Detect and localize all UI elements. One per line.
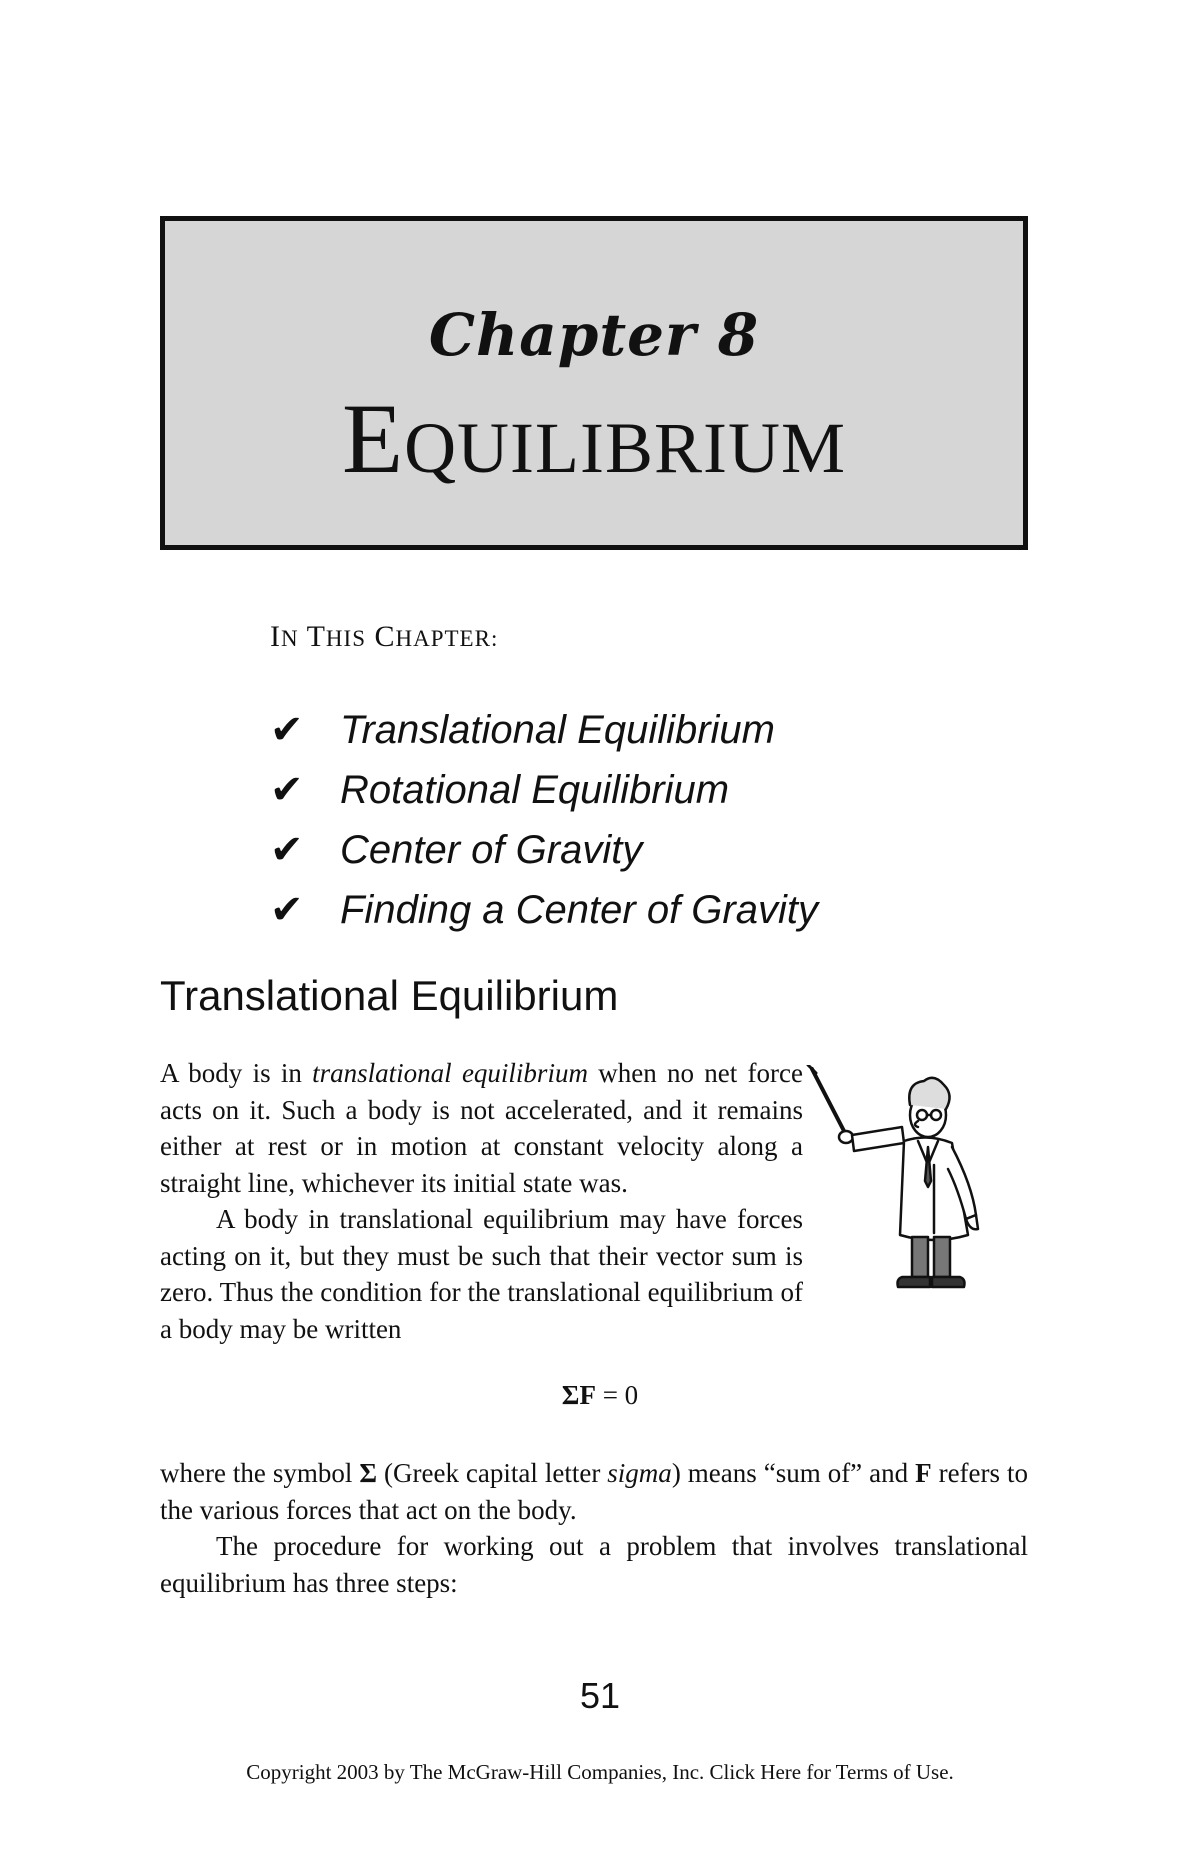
chapter-title: [165, 381, 1023, 496]
checkmark-icon: ✔: [270, 707, 304, 753]
topic-item: [270, 820, 818, 880]
equation: [0, 1380, 1200, 1411]
para3-emphasis: sigma: [607, 1458, 672, 1488]
paragraph-4: The procedure for working out a problem that involves translational equilibrium has three steps:: [160, 1531, 1028, 1598]
equation-lhs: ΣF: [561, 1380, 596, 1410]
chapter-topic-list: [270, 700, 818, 940]
copyright-footer[interactable]: Copyright 2003 by The McGraw-Hill Companies, Inc. Click Here for Terms of Use.: [246, 1760, 954, 1784]
in-this-chapter-heading: [270, 620, 498, 654]
para3-force-symbol: F: [915, 1458, 932, 1488]
topic-item: [270, 880, 818, 940]
para3-text-a: where the symbol: [160, 1458, 360, 1488]
chapter-header-box: [160, 216, 1028, 550]
in-chapter-initial-i: I: [270, 620, 281, 653]
checkmark-icon: ✔: [270, 887, 304, 933]
checkmark-icon: ✔: [270, 767, 304, 813]
topic-text: Translational Equilibrium: [340, 707, 775, 752]
topic-text: Finding a Center of Gravity: [340, 887, 818, 932]
para3-text-b: (Greek capital letter: [377, 1458, 608, 1488]
topic-item: [270, 760, 818, 820]
in-chapter-initial-t: T: [306, 620, 326, 653]
para3-text-c: ) means “sum of” and: [671, 1458, 916, 1488]
in-chapter-rest-this: HIS: [325, 626, 366, 651]
topic-text: Center of Gravity: [340, 827, 643, 872]
paragraph-3: [160, 1455, 1028, 1528]
checkmark-icon: ✔: [270, 827, 304, 873]
equation-rhs: = 0: [595, 1380, 639, 1410]
in-chapter-rest-chapter: HAPTER:: [395, 626, 499, 651]
scientist-pointer-illustration: [806, 1065, 1006, 1305]
chapter-title-rest: QUILIBRIUM: [404, 408, 847, 488]
paragraph-1: [160, 1055, 803, 1201]
in-chapter-initial-c: C: [374, 620, 396, 653]
chapter-title-initial: E: [341, 383, 405, 494]
topic-text: Rotational Equilibrium: [340, 767, 730, 812]
para3-text-d: refers to the various forces that act on the body.: [160, 1458, 1029, 1525]
paragraph-2: A body in translational equilibrium may have forces acting on it, but they must be such that their vector sum is zero. Thus the condition for the translational equilibrium of a body may be written: [160, 1204, 803, 1344]
para1-text-b: when no net force acts on it. Such a body is not accelerated, and it remains either at rest or in motion at constant velocity along a straight line, whichever its initial state was.: [160, 1058, 803, 1198]
topic-item: [270, 700, 818, 760]
page-number: 51: [579, 1675, 621, 1716]
chapter-label: Chapter 8: [428, 301, 760, 369]
para1-emphasis: translational equilibrium: [312, 1058, 588, 1088]
section-heading: Translational Equilibrium: [160, 972, 619, 1019]
in-chapter-rest-in: N: [281, 626, 299, 651]
para3-sigma-symbol: Σ: [359, 1458, 378, 1488]
para1-text-a: A body is in: [160, 1058, 313, 1088]
